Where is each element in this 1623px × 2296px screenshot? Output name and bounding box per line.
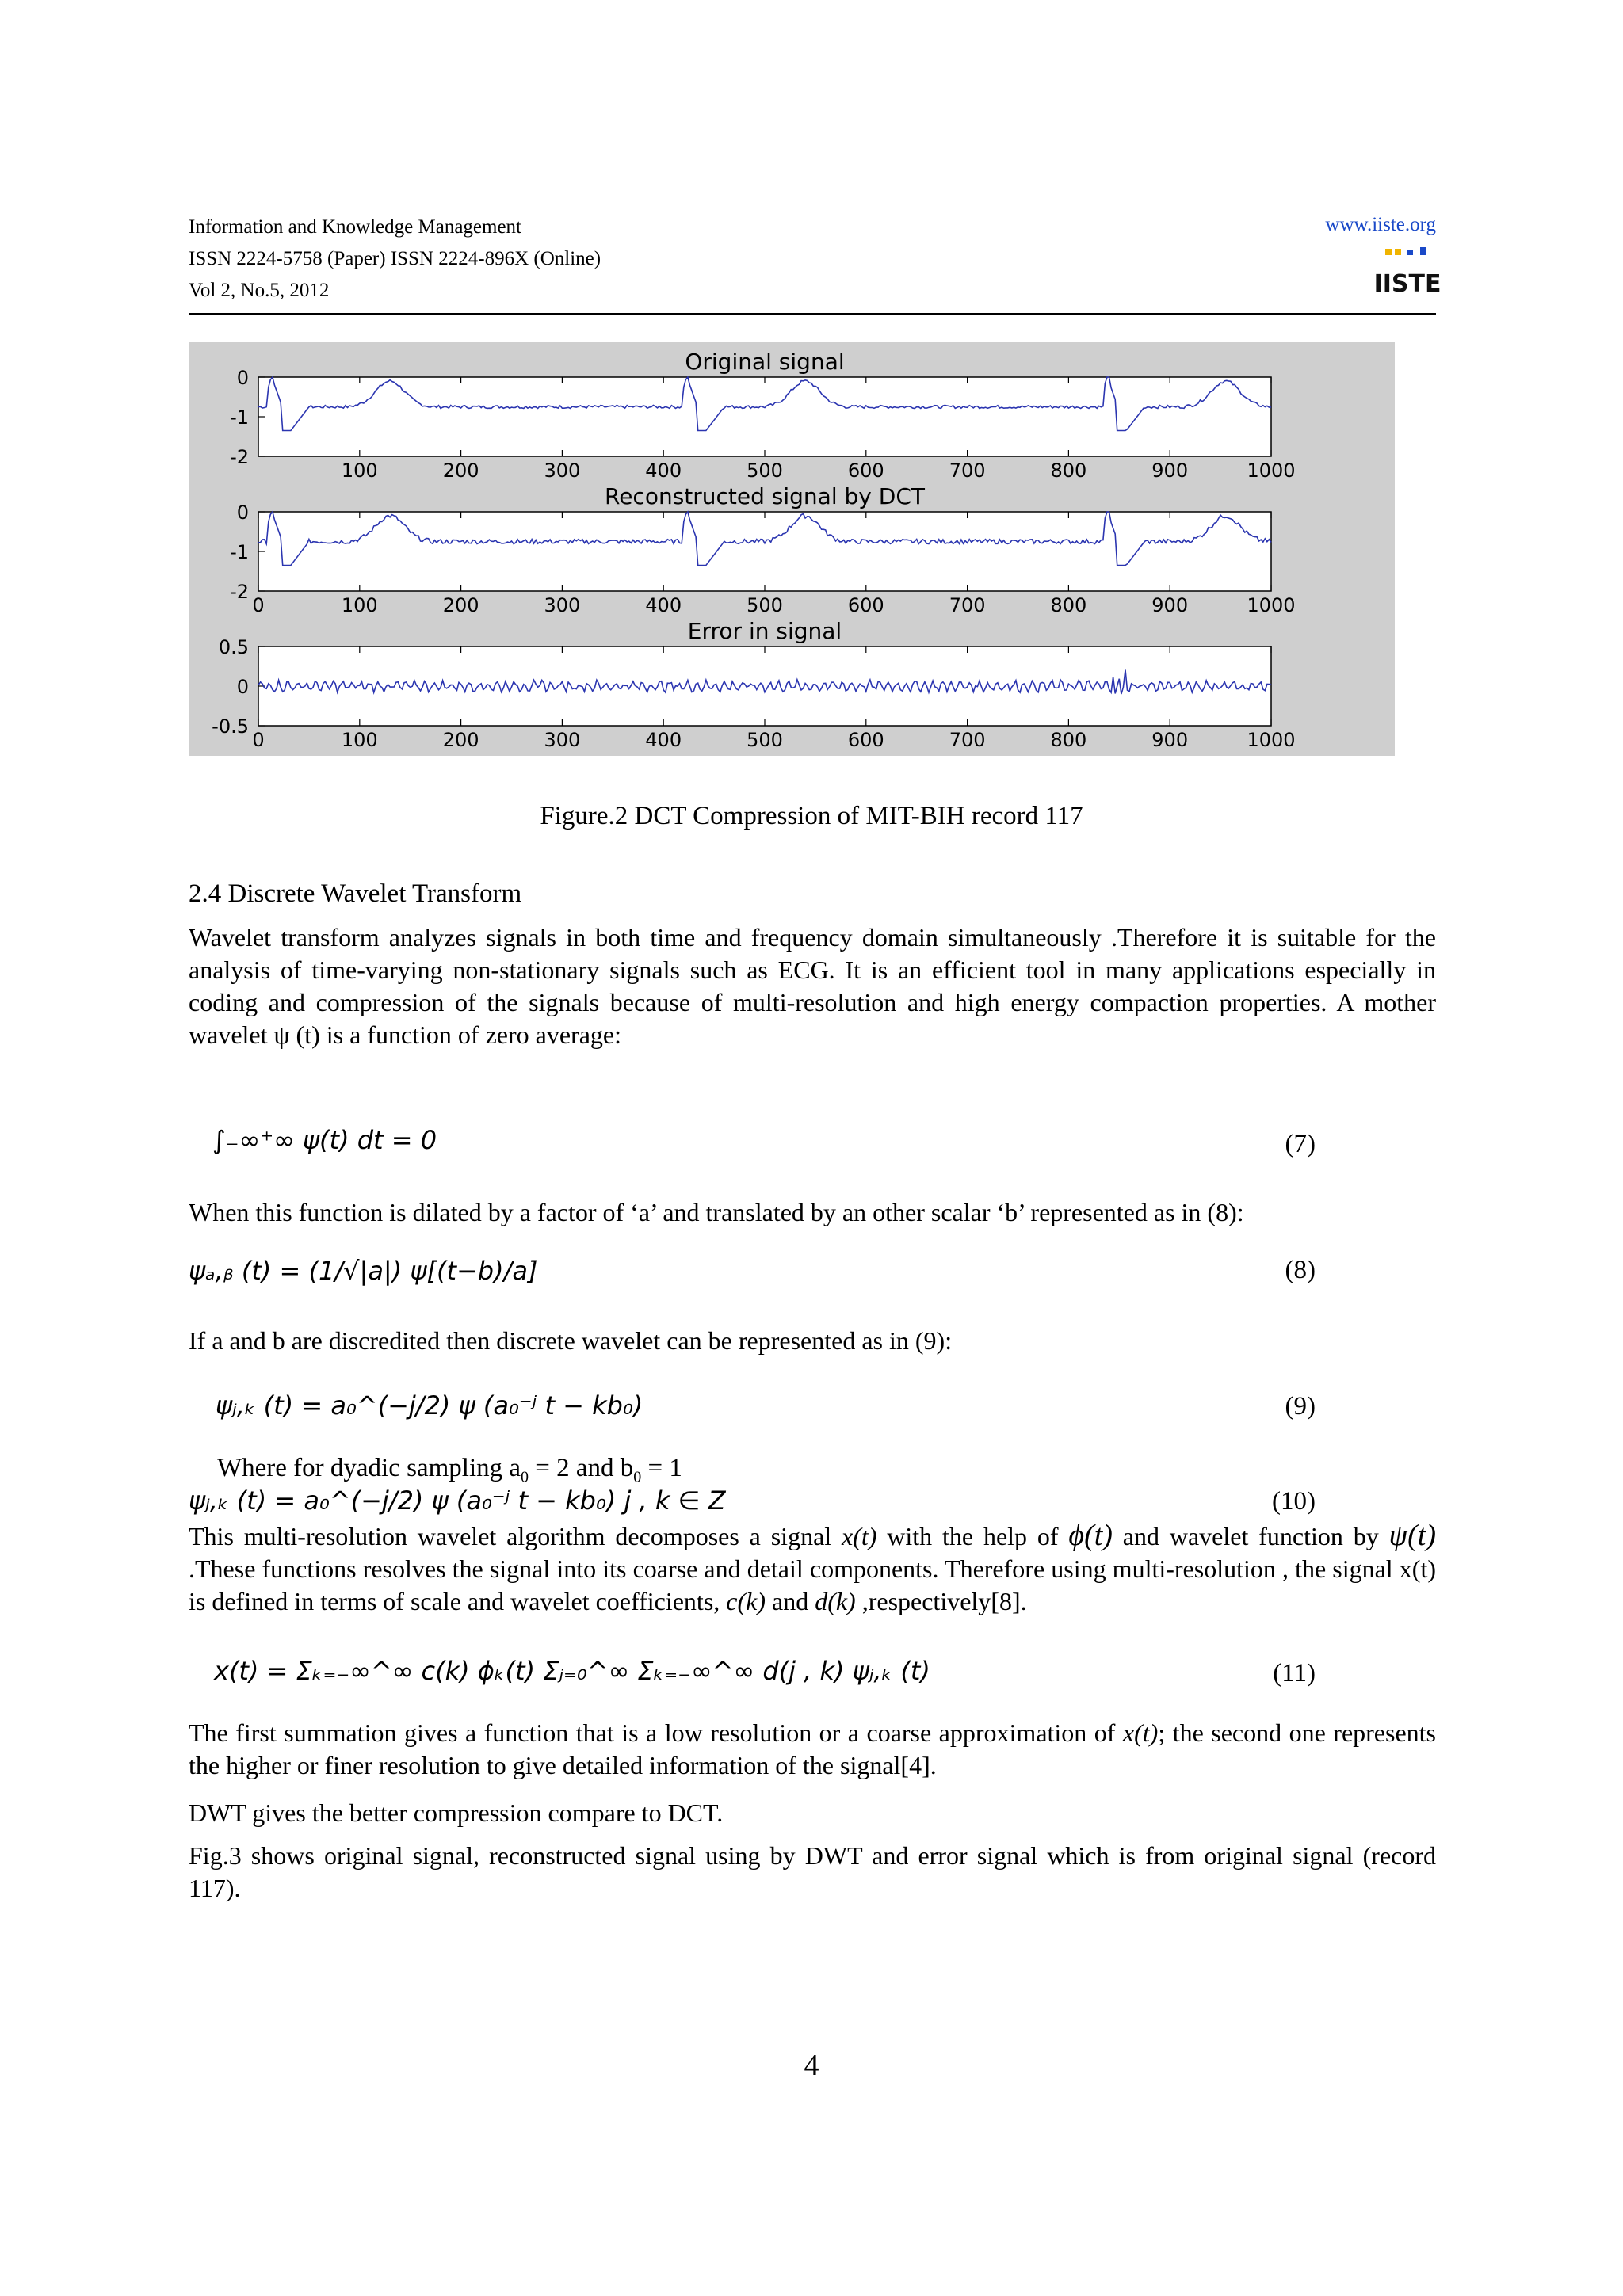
x-tick-label: 500 — [747, 594, 783, 616]
paragraph-discretized: If a and b are discredited then discrete wavelet can be represented as in (9): — [189, 1326, 953, 1355]
subplot-title-3: Error in signal — [687, 618, 842, 644]
section-heading: 2.4 Discrete Wavelet Transform — [189, 879, 522, 908]
x-tick-label: 1000 — [1247, 594, 1296, 616]
y-tick-label: -0.5 — [212, 715, 249, 738]
header-rule — [189, 313, 1436, 315]
paragraph-intro: Wavelet transform analyzes signals in both time and frequency domain simultaneously .Therefore it is suitable for the analysis of time-varying non-stationary signals such as ECG. It is an efficient tool in many applications especially in coding and compression of the signals because of multi-resolution and high energy compaction properties. A mother wavelet ψ (t) is a function of zero average: — [189, 923, 1436, 1049]
x-tick-label: 900 — [1151, 460, 1189, 482]
x-tick-label: 100 — [341, 594, 378, 616]
y-tick-label: -1 — [230, 541, 249, 563]
x-tick-label: 700 — [949, 594, 986, 616]
iiste-logo — [1373, 246, 1442, 301]
subplot-axes-2 — [258, 512, 1271, 591]
y-tick-label: -2 — [230, 446, 249, 468]
x-tick-label: 600 — [847, 729, 884, 751]
x-tick-label: 600 — [847, 594, 884, 616]
figure-2-dct-compression — [189, 342, 1395, 756]
journal-url-link[interactable]: www.iiste.org — [1325, 214, 1436, 235]
y-tick-label: 0 — [236, 367, 249, 389]
subplot-title-2: Reconstructed signal by DCT — [605, 483, 925, 509]
x-tick-label: 200 — [442, 460, 479, 482]
figure-caption: Figure.2 DCT Compression of MIT-BIH record 117 — [540, 802, 1083, 830]
y-tick-label: 0.5 — [218, 636, 249, 658]
x-tick-label: 900 — [1151, 594, 1189, 616]
equation-11-number: (11) — [1273, 1659, 1316, 1688]
equation-9-number: (9) — [1285, 1392, 1316, 1421]
paragraph-dilation: When this function is dilated by a factor of ‘a’ and translated by an other scalar ‘b’ represented as in (8): — [189, 1198, 1244, 1226]
journal-name: Information and Knowledge Management — [189, 216, 522, 238]
x-tick-label: 900 — [1151, 729, 1189, 751]
x-tick-label: 300 — [544, 594, 581, 616]
x-tick-label: 300 — [544, 460, 581, 482]
x-tick-label: 700 — [949, 460, 986, 482]
paragraph-dwt-vs-dct: DWT gives the better compression compare to DCT. — [189, 1798, 724, 1827]
x-tick-label: 500 — [747, 460, 783, 482]
x-tick-label: 600 — [847, 460, 884, 482]
x-tick-label: 400 — [645, 729, 682, 751]
y-tick-label: 0 — [236, 502, 249, 524]
x-tick-label: 400 — [645, 460, 682, 482]
subplot-title-1: Original signal — [685, 349, 845, 375]
x-tick-label: 0 — [252, 594, 265, 616]
x-tick-label: 0 — [252, 729, 265, 751]
y-tick-label: -1 — [230, 406, 249, 429]
equation-7: ∫₋∞⁺∞ ψ(t) dt = 0 — [212, 1125, 437, 1155]
y-tick-label: -2 — [230, 581, 249, 603]
issn-line: ISSN 2224-5758 (Paper) ISSN 2224-896X (Online) — [189, 248, 601, 269]
equation-9: ψⱼ,ₖ (t) = a₀^(−j/2) ψ (a₀⁻ʲ t − kb₀) — [216, 1390, 643, 1421]
equation-7-number: (7) — [1285, 1130, 1316, 1158]
x-tick-label: 800 — [1050, 729, 1087, 751]
equation-10-number: (10) — [1272, 1487, 1316, 1516]
y-tick-label: 0 — [236, 676, 249, 698]
subplot-axes-1 — [258, 377, 1271, 456]
equation-11: x(t) = Σₖ₌₋∞^∞ c(k) ϕₖ(t) Σⱼ₌₀^∞ Σₖ₌₋∞^∞ d(j , k) ψⱼ,ₖ (t) — [214, 1656, 930, 1686]
x-tick-label: 800 — [1050, 460, 1087, 482]
x-tick-label: 1000 — [1247, 460, 1296, 482]
equation-8: ψₐ,ᵦ (t) = (1/√|a|) ψ[(t−b)/a] — [189, 1256, 538, 1286]
x-tick-label: 500 — [747, 729, 783, 751]
page-number: 4 — [804, 2049, 819, 2082]
dyadic-sampling-note: Where for dyadic sampling $a_0 = 2$ and $b_0 = 1$ — [217, 1454, 682, 1486]
x-tick-label: 400 — [645, 594, 682, 616]
x-tick-label: 200 — [442, 729, 479, 751]
x-tick-label: 300 — [544, 729, 581, 751]
x-tick-label: 100 — [341, 460, 378, 482]
equation-8-number: (8) — [1285, 1256, 1316, 1284]
paragraph-multiresolution: This multi-resolution wavelet algorithm decomposes a signal x(t) with the help of ϕ(t) and wavelet function by ψ(t) .These functions resolves the signal into its coarse and detail components. Therefore using multi-resolution , the signal x(t) is defined in terms of scale and wavelet coefficients, c(k) and d(k) ,respectively[8]. — [189, 1519, 1437, 1615]
logo-text: IISTE — [1373, 270, 1442, 298]
paragraph-fig3-description: Fig.3 shows original signal, reconstructed signal using by DWT and error signal which is from original signal (record 117). — [189, 1841, 1436, 1902]
volume-line: Vol 2, No.5, 2012 — [189, 280, 330, 301]
x-tick-label: 100 — [341, 729, 378, 751]
equation-10: ψⱼ,ₖ (t) = a₀^(−j/2) ψ (a₀⁻ʲ t − kb₀) j , k ∈ Z — [189, 1486, 726, 1516]
x-tick-label: 200 — [442, 594, 479, 616]
x-tick-label: 1000 — [1247, 729, 1296, 751]
x-tick-label: 800 — [1050, 594, 1087, 616]
x-tick-label: 700 — [949, 729, 986, 751]
paragraph-summation: The first summation gives a function that is a low resolution or a coarse approximation of x(t); the second one represents the higher or finer resolution to give detailed information of the signal[4]. — [189, 1718, 1437, 1779]
subplot-axes-3 — [258, 646, 1271, 726]
